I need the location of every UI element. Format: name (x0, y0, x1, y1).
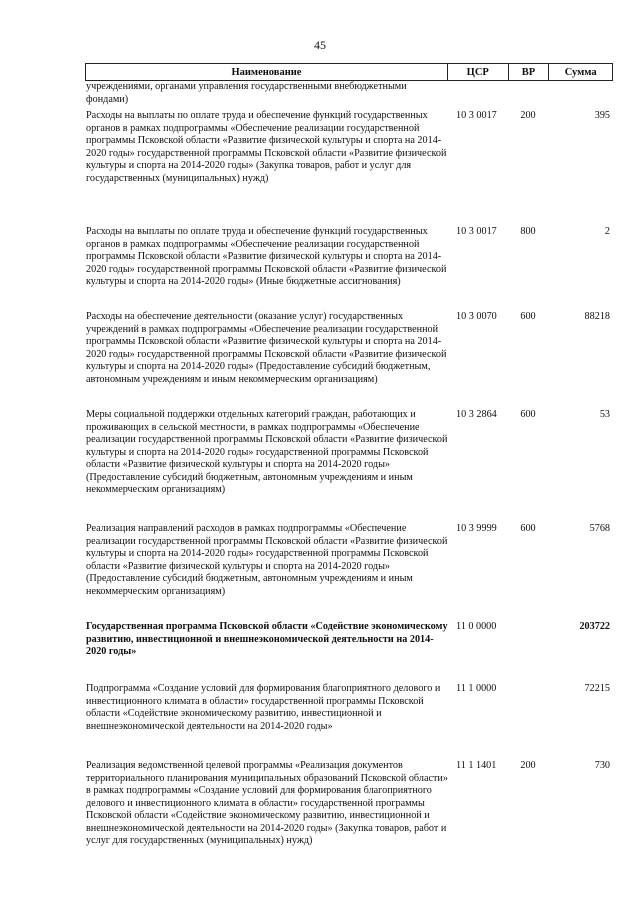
table-row (85, 621, 611, 659)
row-name: учреждениями, органами управления государственными внебюджетными фондами) (86, 81, 407, 105)
row-csr: 10 3 2864 (456, 409, 497, 420)
row-name: Государственная программа Псковской области «Содействие экономическому развитию, инвестиционной и внешнеэкономической деятельности на 2014-2020 годы» (86, 621, 448, 657)
row-name: Меры социальной поддержки отдельных категорий граждан, работающих и проживающих в сельской местности, в рамках подпрограммы «Обеспечение реализации государственной программы Псковской области «Развитие физической культуры и спорта на 2014-2020 годы» государственной программы Псковской области «Развитие физической культуры и спорта на 2014-2020 годы» (Предоставление субсидий бюджетным, автономным учреждениям и иным некоммерческим организациям) (86, 409, 448, 495)
row-vr: 200 (520, 110, 536, 121)
table-row (85, 81, 611, 106)
row-vr: 600 (520, 523, 536, 534)
row-csr: 11 0 0000 (456, 621, 497, 632)
row-csr: 11 1 1401 (456, 760, 497, 771)
row-csr: 10 3 0070 (456, 311, 497, 322)
table-row (85, 110, 611, 185)
table-row (85, 311, 611, 386)
row-vr (508, 621, 548, 659)
row-csr: 10 3 9999 (456, 523, 497, 534)
row-sum: 53 (599, 409, 610, 420)
row-csr: 10 3 0017 (456, 110, 497, 121)
table-row (85, 683, 611, 733)
table-row (85, 226, 611, 289)
row-csr: 10 3 0017 (456, 226, 497, 237)
row-name: Расходы на выплаты по оплате труда и обеспечение функций государственных органов в рамках подпрограммы «Обеспечение реализации государственной программы Псковской области «Развитие физической культуры и спорта на 2014-2020 годы» государственной программы Псковской области «Развитие физической культуры и спорта на 2014-2020 годы» (Иные бюджетные ассигнования) (86, 226, 447, 287)
row-sum: 730 (594, 760, 610, 771)
header-name: Наименование (86, 64, 448, 80)
row-csr (448, 81, 508, 106)
row-sum: 203722 (579, 621, 610, 632)
row-name: Расходы на обеспечение деятельности (оказание услуг) государственных учреждений в рамках подпрограммы «Обеспечение реализации государственной программы Псковской области «Развитие физической культуры и спорта на 2014-2020 годы» государственной программы Псковской области «Развитие физической культуры и спорта на 2014-2020 годы» (Предоставление субсидий бюджетным, автономным учреждениям и иным некоммерческим организациям) (86, 311, 447, 385)
row-sum: 88218 (584, 311, 610, 322)
row-vr (508, 81, 548, 106)
header-vr: ВР (509, 64, 550, 80)
row-name: Реализация направлений расходов в рамках подпрограммы «Обеспечение реализации государственной программы Псковской области «Развитие физической культуры и спорта на 2014-2020 годы» государственной программы Псковской области «Развитие физической культуры и спорта на 2014-2020 годы» (Предоставление субсидий бюджетным, автономным учреждениям и иным некоммерческим организациям) (86, 523, 448, 597)
row-vr: 200 (520, 760, 536, 771)
row-sum: 72215 (584, 683, 610, 694)
row-vr: 600 (520, 409, 536, 420)
table-body (85, 81, 613, 846)
row-vr (508, 683, 548, 733)
table-row (85, 523, 611, 598)
table-row (85, 409, 611, 497)
table-row (85, 760, 611, 848)
row-vr: 800 (520, 226, 536, 237)
header-csr: ЦСР (448, 64, 509, 80)
row-sum: 5768 (589, 523, 610, 534)
budget-table (85, 63, 613, 846)
row-name: Реализация ведомственной целевой программы «Реализация документов территориального планирования муниципальных образований Псковской области» в рамках подпрограммы «Создание условий для формирования благоприятного делового и инвестиционного климата в области» государственной программы Псковской области «Содействие экономическому развитию, инвестиционной и внешнеэкономической деятельности на 2014-2020 годы» (Закупка товаров, работ и услуг для государственных (муниципальных) нужд) (86, 760, 448, 846)
header-sum: Сумма (564, 66, 597, 78)
row-csr: 11 1 0000 (456, 683, 497, 694)
row-sum: 2 (604, 226, 610, 237)
row-sum (548, 81, 611, 106)
page-number: 45 (314, 38, 326, 52)
row-name: Подпрограмма «Создание условий для формирования благоприятного делового и инвестиционного климата в области» государственной программы Псковской области «Содействие экономическому развитию, инвестиционной и внешнеэкономической деятельности на 2014-2020 годы» (86, 683, 441, 732)
row-vr: 600 (520, 311, 536, 322)
row-sum: 395 (594, 110, 610, 121)
table-header (85, 63, 613, 81)
row-name: Расходы на выплаты по оплате труда и обеспечение функций государственных органов в рамках подпрограммы «Обеспечение реализации государственной программы Псковской области «Развитие физической культуры и спорта на 2014-2020 годы» государственной программы Псковской области «Развитие физической культуры и спорта на 2014-2020 годы» (Закупка товаров, работ и услуг для государственных (муниципальных) нужд) (86, 110, 447, 184)
